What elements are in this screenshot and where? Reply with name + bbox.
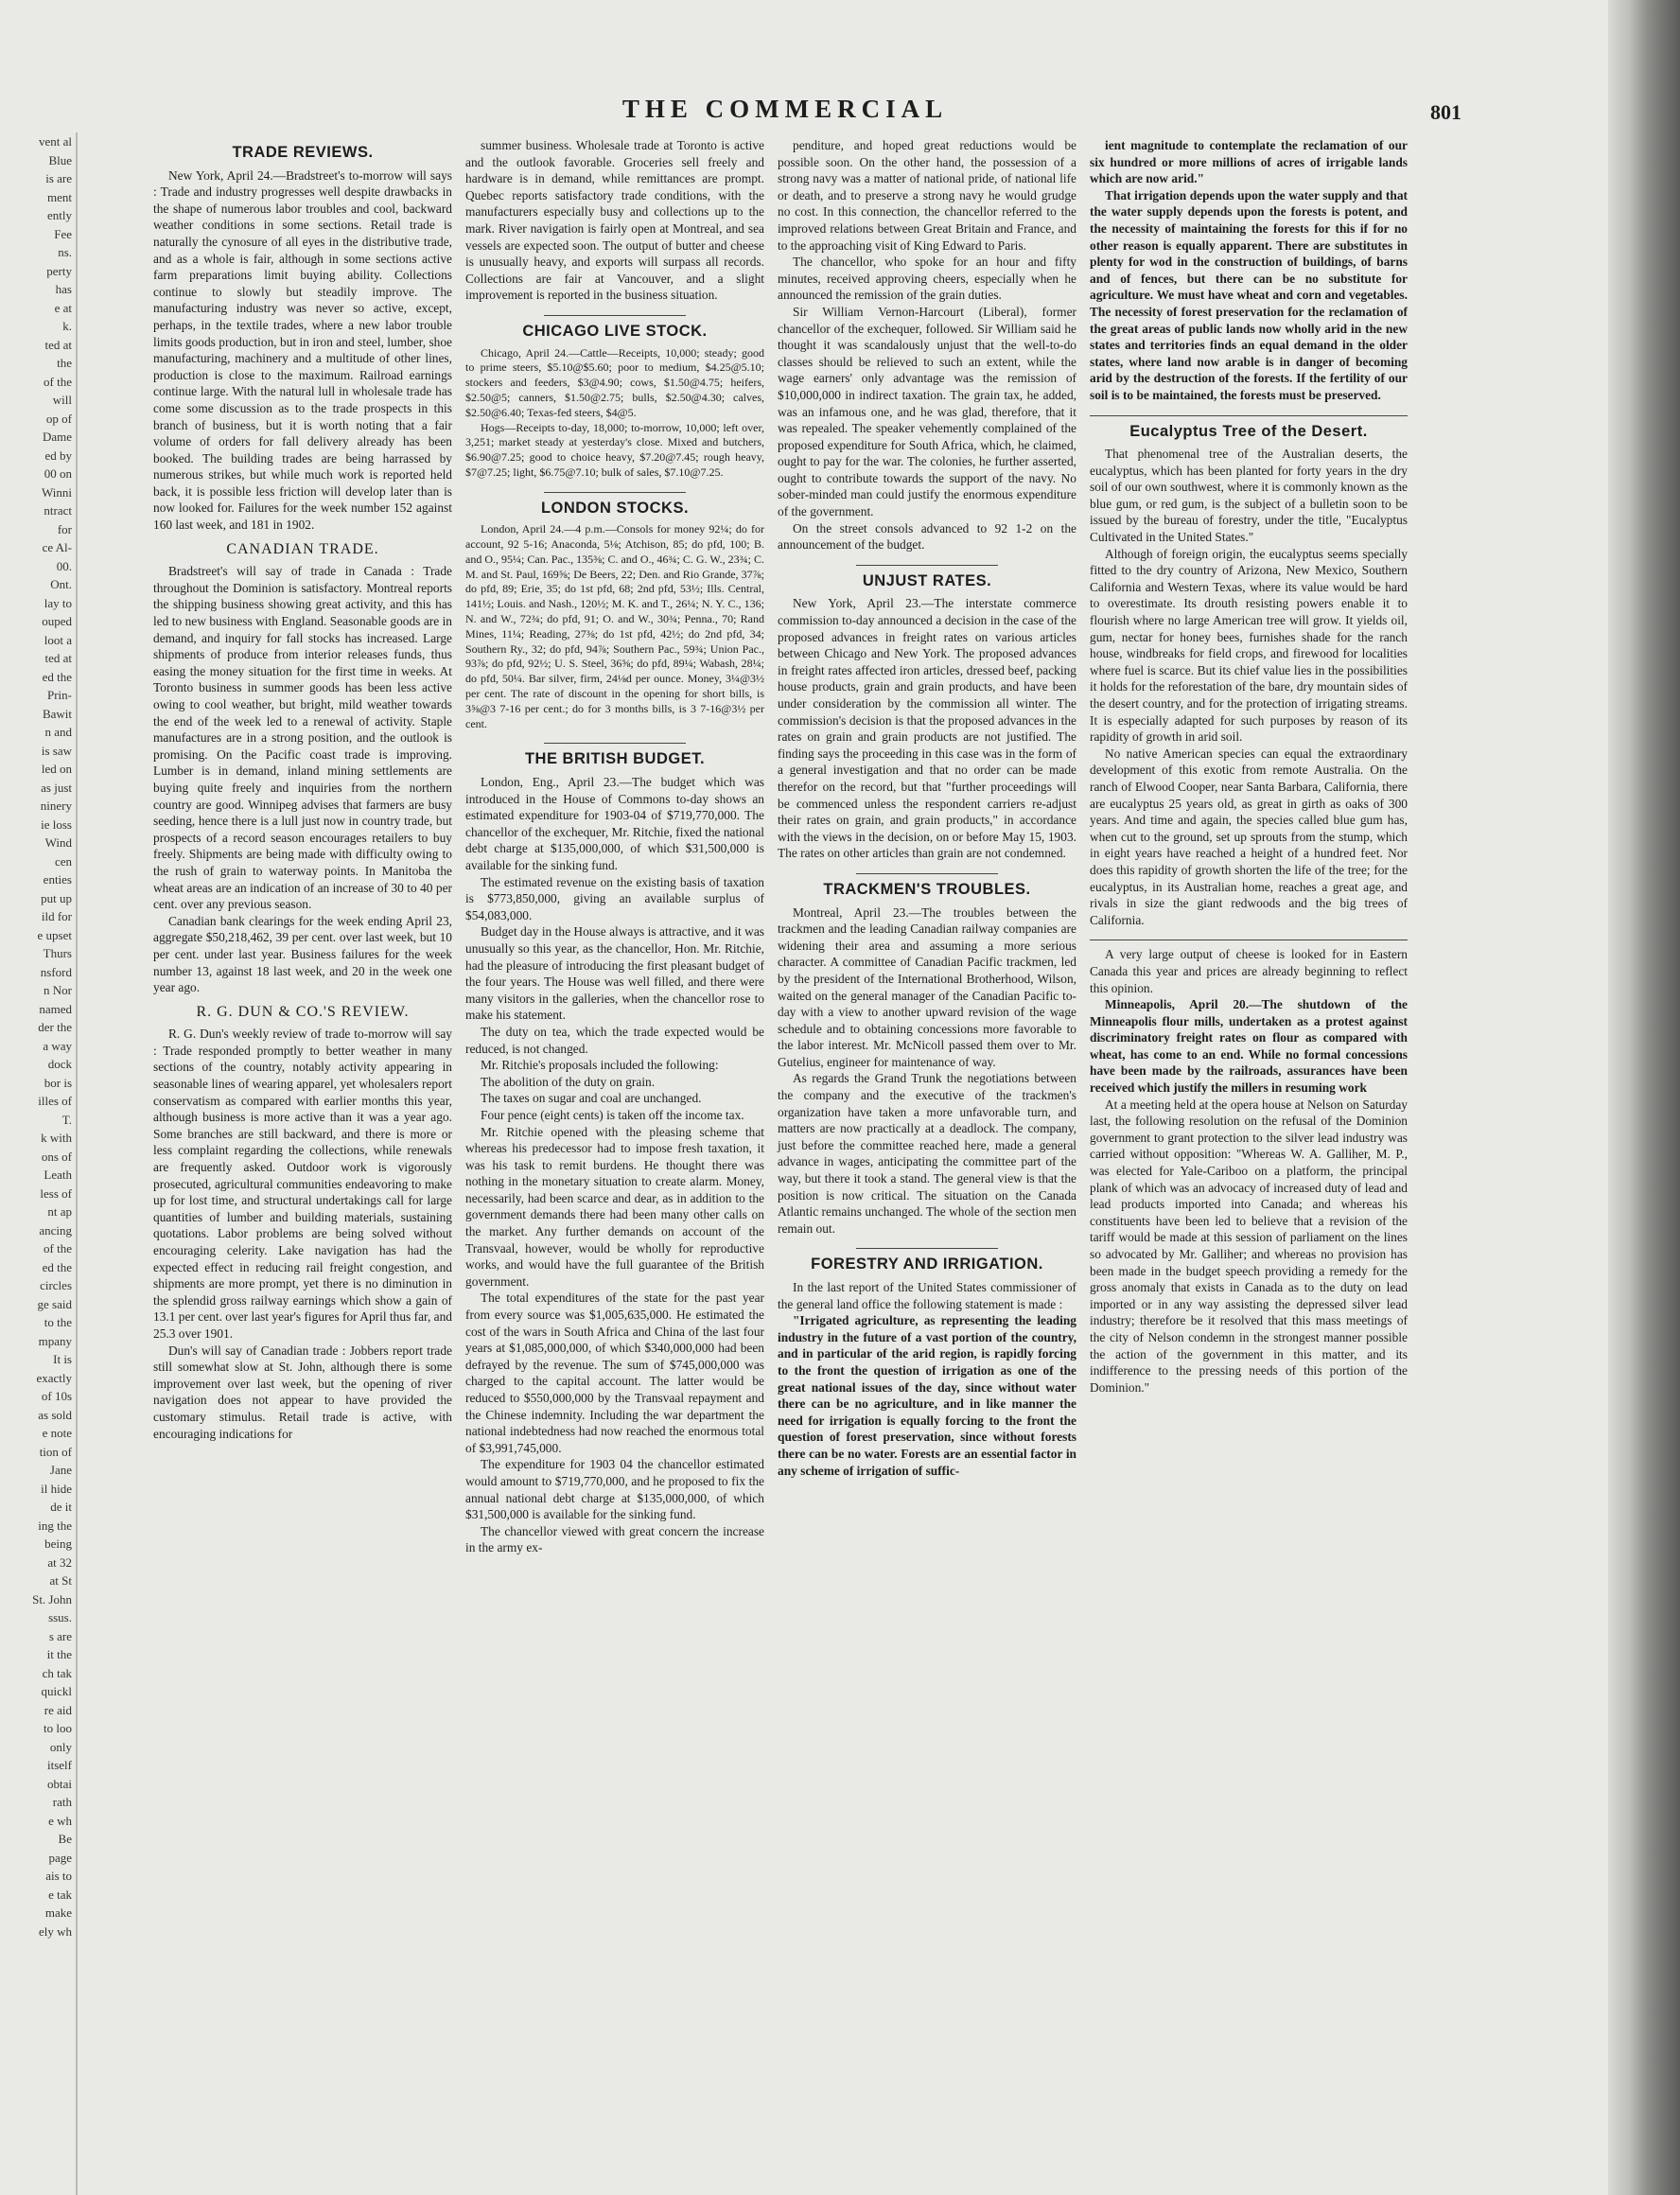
fragment-line: e tak (48, 1887, 72, 1902)
paragraph: Montreal, April 23.—The troubles between the trackmen and the leading Canadian railway companies are widening their area and assuming a more serious character. A committee of Canadian Pacific trackmen, led by the president of the International Brotherhood, Wilson, waited on the general manager of the Canadian Pacific to-day with a view to another upward revision of the wage schedule and to obtaining concessions more favorable to the labor interest. Mr. McNicoll passed them over to Mr. Gutelius, engineer for maintenance of way. (778, 904, 1076, 1069)
fragment-line: ment (47, 189, 72, 204)
paragraph: Chicago, April 24.—Cattle—Receipts, 10,000; steady; good to prime steers, $5.10@$5.60; poor to medium, $4.25@5.10; stockers and feeders, $3@4.90; cows, $1.50@4.75; heifers, $2.50@5; canners, $1.50@2.75; bulls, $2.50@4.30; calves, $2.50@6.40; Texas-fed steers, $4@5. (465, 345, 764, 419)
fragment-line: loot a (44, 632, 72, 647)
fragment-line: ely wh (38, 1923, 72, 1939)
paragraph: No native American species can equal the extraordinary development of this exotic from remote Australia. On the ranch of Elwood Cooper, near Santa Barbara, California, there are eucalyptus 25 years old, as great in girth as oaks of 300 years. And time and again, the species called blue gum has, when cut to the ground, set up sprouts from the stump, which in eight years have reached a height of a hundred feet. Nor does this rapidity of growth shorten the life of the tree; for the eucalyptus, in its Australian home, reaches a great age, and rivals in size the giant redwoods and the big trees of California. (1090, 746, 1408, 927)
fragment-line: ild for (41, 909, 72, 923)
column-4 (1090, 137, 1408, 1396)
paragraph: Dun's will say of Canadian trade : Jobbers report trade still somewhat slow at St. John, although there is some improvement over last week, but the opening of river navigation does not appear to have provided the customary stimulus. Retail trade is active, with encouraging indications for (153, 1343, 452, 1441)
paragraph: Mr. Ritchie's proposals included the following: (481, 1058, 719, 1073)
paragraph: That phenomenal tree of the Australian deserts, the eucalyptus, which has been planted for forty years in the dry soil of our own southwest, where it is commonly known as the blue gum, or red gum, is the subject of a bulletin soon to be issued by the bureau of forestry, under the title, "Eucalyptus Cultivated in the United States." (1090, 447, 1408, 545)
column-2 (465, 137, 764, 1556)
paragraph: That irrigation depends upon the water supply and that the water supply depends upon the forests is potent, and the necessity of maintaining the forests for this if for no other reason is equally apparent. There are substitutes in plenty for wod in the construction of buildings, of barns and of fences, but there can be no substitute for agriculture. We must have wheat and corn and vegetables. The necessity of forest preservation for the reclamation of the great areas of public lands now wholly arid in the new states and territories finds an equal demand in the older states, where land now arable is in danger of becoming arid by the destruction of the forests. If the fertility of our soil is to be maintained, the forests must be preserved. (1090, 187, 1408, 402)
fragment-line: ted at (44, 651, 72, 665)
paragraph: The abolition of the duty on grain. (481, 1074, 656, 1089)
paragraph: Hogs—Receipts to-day, 18,000; to-morrow, 10,000; left over, 3,251; market steady at yesterday's close. Mixed and butchers, $6.90@7.25; good to choice heavy, $7.20@7.45; rough heavy, $7@7.25; light, $6.75@7.10; bulk of sales, $7.10@7.25. (465, 420, 764, 479)
fragment-line: of 10s (41, 1389, 72, 1403)
fragment-line: 00 on (44, 466, 72, 481)
fragment-line: a way (43, 1038, 72, 1053)
fragment-line: Fee (54, 226, 72, 241)
paragraph: Sir William Vernon-Harcourt (Liberal), former chancellor of the exchequer, followed. Sir William said he thought it was scandalously unjust that the well-to-do classes should be relieved to such an extent, while the wage earners' only advantage was the remission of $10,000,000 in indirect taxation. The grain tax, he added, was an infamous one, and he was glad, therefore, that it was repealed. The speaker vehemently complained of the proposed expenditure for South Africa, which, he claimed, ought to pay for the war. The colonies, he further asserted, ought to contribute towards the support of the navy. No sober-minded man could justify the enormous expenditure of the government. (778, 304, 1076, 519)
paragraph: ient magnitude to contemplate the reclamation of our six hundred or more millions of acres of irrigable lands which are now arid." (1090, 138, 1408, 186)
page-number: 801 (1430, 100, 1461, 124)
trade-reviews-heading: TRADE REVIEWS. (232, 144, 374, 161)
fragment-line: Ont. (50, 577, 72, 591)
fragment-line: Jane (49, 1463, 72, 1477)
divider (544, 492, 686, 493)
fragment-line: op of (45, 411, 72, 426)
divider (544, 743, 686, 744)
fragment-line: Winni (42, 484, 72, 500)
paragraph: The estimated revenue on the existing basis of taxation is $773,850,000, giving an available surplus of $54,083,000. (465, 874, 764, 922)
fragment-line: named (39, 1001, 72, 1016)
fragment-line: less of (40, 1185, 72, 1201)
fragment-line: il hide (41, 1481, 72, 1496)
divider (544, 315, 686, 316)
paragraph: R. G. Dun's weekly review of trade to-morrow will say : Trade responded promptly to better weather in many sections of the country, notably activity appearing in seasonable lines of wearing apparel, yet wholesalers report conservatism as compared with earlier months this year, although business is more active than it was a year ago. Some branches are still backward, and there is more or less complaint regarding the collections, while renewals are frequently asked. Outdoor work is vigorously prosecuted, agricultural communities endeavoring to make up for lost time, and structural undertakings call for large quantities of lumber and building materials, sustaining quotations. Labor problems are being solved without encouraging celerity. Lake navigation has had the expected effect in reducing rail freight congestion, and shipments are more prompt, yet there is no diminution in the splendid gross railway earnings which show a gain of 13.1 per cent. over last year's figures for April thus far, and 25.3 over 1901. (153, 1027, 452, 1341)
paragraph: Budget day in the House always is attractive, and it was unusually so this year, as the chancellor, Hon. Mr. Ritchie, had the pleasure of introducing the first pleasant budget of the four years. The House was well filled, and there were many visitors in the galleries, when the chancellor rose to make his statement. (465, 924, 764, 1023)
fragment-line: Prin- (47, 688, 72, 702)
trackmens-troubles-heading: TRACKMEN'S TROUBLES. (823, 880, 1031, 898)
fragment-line: exactly (36, 1370, 72, 1385)
fragment-line: ently (47, 208, 72, 222)
column-3 (778, 137, 1076, 1479)
paragraph: A very large output of cheese is looked for in Eastern Canada this year and prices are already beginning to reflect this opinion. (1090, 947, 1408, 995)
canadian-trade-heading: CANADIAN TRADE. (226, 540, 379, 557)
fragment-line: ing the (38, 1518, 72, 1533)
fragment-line: quickl (41, 1684, 72, 1698)
fragment-line: enties (43, 872, 72, 887)
paragraph: summer business. Wholesale trade at Toronto is active and the outlook favorable. Groceries sell freely and hardware is in demand, while remittances are prompt. Quebec reports satisfactory trade conditions, with the manufacturers especially busy and collections up to the mark. River navigation is fairly open at Montreal, and sea vessels are expected soon. The output of butter and cheese is unusually heavy, and exports will surpass all records. Collections are fair at Vancouver, and a slight improvement is reported in the business situation. (465, 138, 764, 303)
fragment-line: being (44, 1536, 72, 1551)
fragment-line: put up (41, 890, 72, 905)
paragraph: Mr. Ritchie opened with the pleasing scheme that whereas his predecessor had to impose fresh taxation, it was his task to remit burdens. He thought there was nothing in the monetary situation to create alarm. Money, necessarily, had been scarce and dear, as in addition to the government demands there had been many other calls on the market. Any further demands on account of the Transvaal, however, would be wholly for reproductive works, and would have the full guarantee of the British government. (465, 1124, 764, 1289)
fragment-line: ed by (44, 448, 72, 463)
fragment-line: ed the (42, 1259, 72, 1274)
fragment-line: is saw (41, 743, 72, 758)
fragment-line: illes of (38, 1094, 72, 1108)
fragment-line: T. (61, 1112, 72, 1127)
fragment-line: ed the (42, 669, 72, 684)
fragment-line: It is (53, 1352, 72, 1366)
fragment-line: de it (50, 1500, 72, 1514)
chicago-live-stock-heading: CHICAGO LIVE STOCK. (522, 322, 708, 340)
fragment-line: itself (47, 1758, 72, 1772)
paragraph: The chancellor viewed with great concern the increase in the army ex- (465, 1523, 764, 1555)
fragment-line: nsford (40, 964, 72, 979)
paragraph: The expenditure for 1903 04 the chancellor estimated would amount to $719,770,000, and he proposed to fix the annual national debt charge at $135,000,000, of which $31,500,000 is available for the sinking fund. (465, 1457, 764, 1522)
fragment-line: n Nor (44, 983, 72, 997)
fragment-line: lay to (44, 595, 72, 610)
fragment-line: mpany (38, 1333, 72, 1348)
paragraph: Bradstreet's will say of trade in Canada : Trade throughout the Dominion is satisfactory. Montreal reports the shipping business showing great activity, and this has led to new business with England. Seasonable goods are in demand, and inquiry for fall stocks has increased. Large shipments of produce from interior releases funds, thus easing the money situation for the first time in weeks. At Toronto business in summer goods has been less active owing to cool weather, but bright, mild weather towards the end of the week led to a renewal of activity. Staple manufactures are in a strong position, and the outlook is promising. On the Pacific coast trade is improving. Lumber is in demand, inland mining settlements are buying quite freely and inquiries from the northern country are good. Winnipeg advises that farmers are busy seeding, hence there is a lull just now in country trade, but prospects of a record season encourages retailers to buy freely. Shipments are being made with difficulty owing to the rush of grain to waterway points. In Manitoba the wheat areas are an indication of an increase of 30 to 40 per cent. over any previous season. (153, 564, 452, 912)
paragraph: Although of foreign origin, the eucalyptus seems specially fitted to the dry country of Arizona, New Mexico, Southern California and Western Texas, where its value would be hard to overestimate. Its drouth resisting powers enable it to flourish where no large American tree will grow. It yields oil, gum, nectar for honey bees, furnishes shade for the ranch house, windbreaks for field crops, and firewood for localities where fuel is scarce. But its chief value lies in the possibilities it holds for the reforestation of the bare, dry mountain sides of the desert country, and for the protection of irrigating streams. It is especially adapted for such purposes by reason of its rapidity of growth in arid soil. (1090, 546, 1408, 745)
paragraph: London, April 24.—4 p.m.—Consols for money 92¼; do for account, 92 5-16; Anaconda, 5⅛; Atchison, 85; do pfd, 100; B. and O., 95¼; Can. Pac., 135⅜; C. and O., 46¾; C. G. W., 23¾; C. M. and St. Paul, 169⅝; De Beers, 22; Den. and Rio Grande, 37⅞; do pfd, 89; Erie, 35; do 1st pfd, 68; 2nd pfd, 53½; Ills. Central, 141½; Louis. and Nash., 120½; M. K. and T., 26¼; N. Y. C., 136; N. and W., 72¾; do pfd, 91; O. and W., 30¾; Penna., 70; Rand Mines, 11¼; Reading, 27⅜; do 1st pfd, 42½; do 2nd pfd, 34; Southern Ry., 32; do pfd, 94⅞; Southern Pac., 59¾; Union Pac., 93⅞; do pfd, 92½; U. S. Steel, 36⅝; do pfd, 89¼; Wabash, 28¼; do pfd, 50¼. Bar silver, firm, 24⅛d per ounce. Money, 3¼@3½ per cent. The rate of discount in the opening for short bills, is 3⅝@3 7-16 per cent.; do for 3 months bills, is 3 7-16@3½ per cent. (465, 522, 764, 730)
fragment-line: k with (41, 1131, 72, 1145)
fragment-line: ted at (44, 337, 72, 352)
divider (856, 873, 998, 874)
fragment-line: will (52, 393, 72, 407)
fragment-line: Thurs (43, 946, 72, 960)
fragment-line: ns. (58, 245, 72, 259)
paragraph: penditure, and hoped great reductions would be possible soon. On the other hand, the possession of a strong navy was a matter of national pride, of national life or death, and to preserve a strong navy he would grudge no cost. In this connection, the chancellor referred to the improved relations between Great Britain and France, and to the approaching visit of King Edward to Paris. (778, 138, 1076, 253)
masthead: THE COMMERCIAL (621, 95, 949, 123)
fragment-line: it the (46, 1647, 72, 1661)
fragment-line: rath (52, 1795, 72, 1809)
fragment-line: ouped (42, 614, 72, 628)
paragraph: The duty on tea, which the trade expected would be reduced, is not changed. (465, 1024, 764, 1056)
fragment-line: at 32 (47, 1554, 72, 1570)
fragment-line: at St (49, 1573, 72, 1588)
page-binding-edge (1608, 0, 1680, 2195)
fragment-line: s are (48, 1628, 72, 1643)
fragment-line: dock (47, 1057, 72, 1071)
divider (1090, 939, 1408, 940)
fragment-line: make (44, 1905, 72, 1920)
fragment-line: Dame (42, 430, 72, 444)
paragraph: As regards the Grand Trunk the negotiations between the company and the executive of the trackmen's organization have taken a more unfavorable turn, and matters are now practically at a deadlock. The company, just before the committee reached here, made a general advance in wages, anticipating the committee part of the way, but there it took a stand. The general view is that the position is now critical. The situation on the Canada Atlantic remains unchanged. The whole of the section men remain out. (778, 1071, 1076, 1236)
fragment-line: e wh (48, 1813, 72, 1828)
fragment-line: ons of (41, 1149, 72, 1164)
paragraph: Minneapolis, April 20.—The shutdown of the Minneapolis flour mills, undertaken as a protest against discriminatory freight rates on flour as compared with wheat, has come to an end. While no formal concessions have been made by the railroads, assurances have been received which justify the millers in resuming work (1090, 997, 1408, 1096)
fragment-line: ninery (40, 799, 72, 813)
fragment-line: only (49, 1739, 72, 1754)
fragment-line: ntract (44, 503, 72, 518)
fragment-line: for (57, 521, 72, 536)
fragment-line: vent al (38, 134, 72, 149)
paragraph: The chancellor, who spoke for an hour and fifty minutes, received approving cheers, especially when he announced the remission of the grain duties. (778, 255, 1076, 303)
fragment-line: Blue (48, 152, 72, 167)
fragment-line: of the (44, 1241, 72, 1256)
page-header (151, 95, 1461, 132)
fragment-line: Be (58, 1832, 72, 1846)
paragraph: Canadian bank clearings for the week ending April 23, aggregate $50,218,462, 39 per cent. over last week, but 10 per cent. under last year. Business failures for the week number 13, against 18 last week, and 20 in the week one year ago. (153, 913, 452, 995)
fragment-line: as sold (38, 1407, 72, 1422)
fragment-line: perty (46, 263, 72, 278)
fragment-line: e at (54, 300, 72, 315)
dun-review-heading: R. G. DUN & CO.'S REVIEW. (196, 1003, 410, 1020)
fragment-line: Wind (44, 835, 72, 850)
fragment-line: cen (54, 853, 72, 869)
fragment-line: led on (41, 762, 72, 776)
fragment-line: as just (41, 780, 72, 795)
paragraph: "Irrigated agriculture, as representing the leading industry in the future of a vast portion of the country, and in particular of the arid region, is rapidly forcing to the front the question of irrigation as one of the great national issues of the day, since without water there can be no agriculture, and in like manner the need for irrigation is equally forcing to the front the question of forest preservation, since without forests there can be no water. Forests are an essential factor in any scheme of irrigation of suffic- (778, 1313, 1076, 1478)
adjacent-page-fragment (0, 132, 78, 2195)
fragment-line: ch tak (42, 1665, 72, 1680)
fragment-line: n and (44, 725, 72, 739)
fragment-line: tion of (39, 1444, 72, 1459)
fragment-line: Bawit (42, 706, 72, 721)
paragraph: Four pence (eight cents) is taken off the income tax. (481, 1107, 744, 1122)
fragment-line: re aid (44, 1702, 72, 1717)
fragment-line: ge said (37, 1296, 72, 1311)
british-budget-heading: THE BRITISH BUDGET. (524, 750, 706, 768)
paragraph: The taxes on sugar and coal are unchanged. (481, 1091, 702, 1106)
divider (856, 1248, 998, 1249)
paragraph: On the street consols advanced to 92 1-2 on the announcement of the budget. (778, 520, 1076, 553)
fragment-line: ie loss (41, 817, 72, 832)
fragment-line: nt ap (47, 1204, 72, 1219)
fragment-line: Leath (44, 1168, 72, 1182)
fragment-line: is are (45, 171, 72, 185)
fragment-line: bor is (44, 1075, 72, 1090)
fragment-line: the (57, 356, 72, 370)
fragment-line: ancing (39, 1222, 72, 1238)
paragraph: At a meeting held at the opera house at Nelson on Saturday last, the following resolution on the refusal of the Dominion government to grant protection to the silver lead industry was carried without opposition: "Whereas W. A. Galliher, M. P., was elected for Yale-Cariboo on a platform, the principal plank of which was an advocacy of increased duty of lead and lead products imported into Canada; and whereas his constituents have been led to believe that a revision of the tariff would be made at this session of parliament on the lines so advocated by Mr. Galliher; and whereas no provision has been made in the budget speech providing a remedy for the gross anomaly that exists in Canada as to the duty on lead imported or in any way assisting the depressed silver lead industry; therefore be it resolved that this mass meetings of the city of Nelson condemn in the strongest manner possible the action of the government in this matter, and its indifference to the pressing needs of this portion of the Dominion." (1090, 1097, 1408, 1395)
london-stocks-heading: LONDON STOCKS. (540, 499, 690, 517)
paragraph: The total expenditures of the state for the past year from every source was $1,005,635,000. He estimated the cost of the wars in South Africa and China of the last four years at $1,085,000,000, of which $340,000,000 had been defrayed by the revenue. The sum of $745,000,000 was charged to the capital account. The latter would be reduced to $550,000,000 by the Transvaal repayment and the Chinese indemnity. Including the war department the national indebtedness had now reached the enormous total of $3,991,745,000. (465, 1291, 764, 1455)
eucalyptus-heading: Eucalyptus Tree of the Desert. (1129, 422, 1368, 440)
fragment-line: obtai (47, 1776, 72, 1791)
paragraph: London, Eng., April 23.—The budget which was introduced in the House of Commons to-day shows an estimated expenditure for 1903-04 of $719,770,000. The chancellor of the exchequer, Mr. Ritchie, fixed the national debt charge at $135,000,000, of which $31,500,000 is available for the sinking fund. (465, 775, 764, 873)
fragment-line: ce Al- (42, 540, 72, 554)
fragment-line: to the (44, 1315, 72, 1329)
paragraph: New York, April 23.—The interstate commerce commission to-day announced a decision in the case of the proposed advances in freight rates on various articles between Chicago and New York. The proposed advances in freight rates affected iron articles, dressed beef, packing house products, grain and grain products, and have been under consideration by the commission all winter. The commission's decision is that the proposed advances in the rates on grain and grain products are not justified. The finding says the proceeding in this case was in the form of a general investigation and that no order can be made therefor on the record, but that "further proceedings will be commenced unless the respondent carriers re-adjust their rates on grain, and grain products," in accordance with the views in the decision, on or before May 15, 1903. The rates on other articles than grain are not condemned. (778, 596, 1076, 861)
paragraph: New York, April 24.—Bradstreet's to-morrow will says : Trade and industry progresses well despite drawbacks in the shape of numerous labor troubles and cool, backward weather conditions in some sections. Retail trade is naturally the cynosure of all eyes in the distributive trade, and as a whole is fair, although in some sections active farm preparations limit buying ability. Collections continue to slowly but steadily improve. The manufacturing industry was never so active, except, perhaps, in the textile trades, where a new labor trouble limits goods production, but in iron and steel, lumber, shoe manufacturing, machinery and a multitude of other lines, production is close to the maximum. Railroad earnings continue large. With the natural lull in wholesale trade has come some discussion as to the trade prospects in this branch of business, but it is worth noting that a fair volume of orders for fall delivery already has been booked. The building trades are being harrassed by numerous strikes, but while much work is reported held back, it is possible less friction will develop later than is now looked for. Failures for the week number 152 against 160 last week, and 181 in 1902. (153, 167, 452, 533)
forestry-irrigation-heading: FORESTRY AND IRRIGATION. (811, 1256, 1043, 1273)
divider (1090, 415, 1408, 416)
fragment-line: der the (38, 1020, 72, 1034)
fragment-line: ais to (45, 1869, 72, 1883)
column-1 (153, 137, 452, 1442)
fragment-line: k. (62, 319, 72, 333)
paragraph: In the last report of the United States commissioner of the general land office the following statement is made : (778, 1280, 1076, 1311)
fragment-line: circles (40, 1278, 72, 1292)
fragment-line: e upset (37, 927, 72, 942)
fragment-line: e note (42, 1426, 72, 1440)
fragment-line: page (48, 1850, 72, 1865)
fragment-line: of the (44, 374, 72, 389)
unjust-rates-heading: UNJUST RATES. (862, 571, 992, 589)
fragment-line: St. John (32, 1591, 72, 1607)
fragment-line: ssus. (48, 1610, 72, 1624)
fragment-line: to loo (44, 1721, 72, 1735)
divider (856, 565, 998, 566)
fragment-line: has (55, 282, 72, 296)
fragment-line: 00. (56, 558, 72, 573)
